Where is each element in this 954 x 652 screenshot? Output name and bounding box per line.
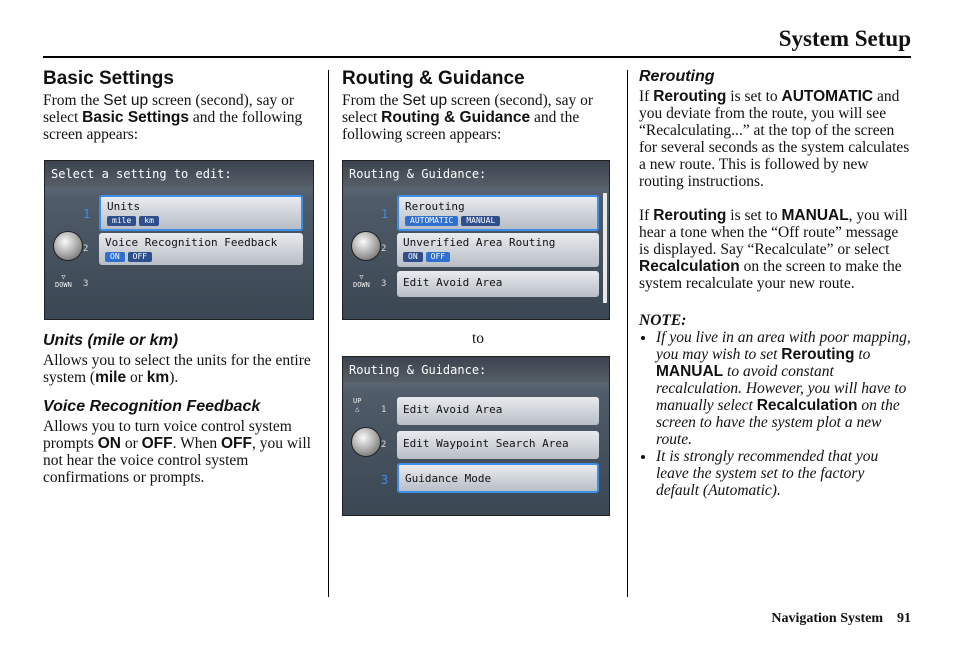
text-run: and the following screen appears: <box>342 109 580 143</box>
basic-settings-intro <box>43 92 318 143</box>
unverified-routing-label: Unverified Area Routing <box>403 236 556 249</box>
voice-feedback-label: Voice Recognition Feedback <box>105 236 278 249</box>
column-divider-1 <box>328 70 329 597</box>
text-run: ). <box>169 369 179 386</box>
down-label: DOWN <box>55 281 72 289</box>
text-run: screen (second), say or select <box>43 92 294 126</box>
text-run: is set to <box>726 88 782 105</box>
rerouting-heading: Rerouting <box>639 68 715 85</box>
unverified-routing-row[interactable] <box>397 233 599 267</box>
text-run: Allows you to select the units for the entire system ( <box>43 352 311 386</box>
page-number: 91 <box>897 611 911 626</box>
text-run-bold: OFF <box>220 435 252 452</box>
text-run-bold: OFF <box>141 435 173 452</box>
text-run-bold: ON <box>97 435 121 452</box>
text-run-bold: Recalculation <box>756 397 858 414</box>
header-divider <box>43 56 911 58</box>
joystick-knob-icon <box>351 231 381 261</box>
footer-section: Navigation System <box>771 611 883 626</box>
manual-option[interactable]: MANUAL <box>461 216 500 226</box>
to-text: to <box>471 330 485 347</box>
text-run: If <box>639 207 654 224</box>
rerouting-column <box>639 68 911 499</box>
rerouting-manual-paragraph <box>639 207 911 292</box>
screen-title: Select a setting to edit: <box>45 161 313 187</box>
text-run: If <box>639 88 654 105</box>
km-option[interactable]: km <box>139 216 159 226</box>
text-run: is set to <box>726 207 782 224</box>
text-run-bold: AUTOMATIC <box>781 88 874 105</box>
text-run: on the screen to make the system recalculate your new route. <box>639 258 902 292</box>
routing-screen-2 <box>342 356 610 516</box>
text-run: screen (second), say or select <box>342 92 593 126</box>
text-run: , you will not hear the voice control system confirmations or prompts. <box>43 435 311 486</box>
text-run: Allows you to turn voice control system prompts <box>43 418 292 452</box>
units-subheading: Units (mile or km) <box>43 332 179 349</box>
screen-title: Routing & Guidance: <box>343 161 609 187</box>
column-divider-2 <box>627 70 628 597</box>
rerouting-automatic-paragraph <box>639 88 911 190</box>
units-row[interactable] <box>99 195 303 231</box>
text-run: . When <box>172 435 221 452</box>
text-run-bold: Rerouting <box>781 346 855 363</box>
voice-feedback-subheading: Voice Recognition Feedback <box>43 398 261 415</box>
text-run-sans: Set up <box>402 92 448 109</box>
on-option[interactable]: ON <box>105 252 125 262</box>
page-title: System Setup <box>778 26 911 51</box>
row-number-1: 1 <box>83 207 91 221</box>
automatic-option[interactable]: AUTOMATIC <box>405 216 458 226</box>
row-number-3: 3 <box>381 279 387 289</box>
rerouting-row[interactable] <box>397 195 599 231</box>
voice-feedback-row[interactable] <box>99 233 303 265</box>
text-run: and you deviate from the route, you will see “Recalculating...” at the top of the screen for several seconds as the system calculates a new route. This is followed by new routing instructions. <box>639 88 910 190</box>
joystick-knob-icon <box>351 427 381 457</box>
row-number-3: 3 <box>381 473 389 487</box>
units-label: Units <box>107 200 141 213</box>
row-number-2: 2 <box>83 244 89 254</box>
text-run-bold: MANUAL <box>656 363 724 380</box>
text-run-bold: Recalculation <box>639 258 740 275</box>
note-list <box>639 329 911 499</box>
basic-settings-column <box>43 68 318 486</box>
text-run-bold: Rerouting <box>653 207 727 224</box>
text-run-bold: MANUAL <box>781 207 849 224</box>
edit-avoid-area-row[interactable]: Edit Avoid Area <box>397 397 599 425</box>
text-run-bold: mile <box>95 369 127 386</box>
on-option[interactable]: ON <box>403 252 423 262</box>
units-description <box>43 352 318 386</box>
row-number-1: 1 <box>381 405 387 415</box>
text-run: to <box>854 346 871 363</box>
text-run: If you live in an area with poor mapping, you may wish to set <box>656 329 911 363</box>
up-indicator: UP △ <box>353 397 362 413</box>
note-bullet-1 <box>656 329 911 448</box>
edit-waypoint-row[interactable]: Edit Waypoint Search Area <box>397 431 599 459</box>
routing-guidance-column <box>342 68 614 516</box>
basic-settings-heading: Basic Settings <box>43 68 174 89</box>
text-run: From the <box>43 92 104 109</box>
text-run: , you will hear a tone when the “Off route” message is displayed. Say “Recalculate” or select <box>639 207 908 258</box>
text-run: or <box>120 435 142 452</box>
text-run: to avoid constant recalculation. However, you will have to manually select <box>656 363 907 414</box>
text-run: or <box>126 369 147 386</box>
scrollbar[interactable] <box>603 193 607 303</box>
voice-feedback-description <box>43 418 318 486</box>
routing-screen-1 <box>342 160 610 320</box>
basic-settings-screen <box>44 160 314 320</box>
guidance-mode-row[interactable]: Guidance Mode <box>397 463 599 493</box>
routing-guidance-intro <box>342 92 614 143</box>
routing-guidance-heading: Routing & Guidance <box>342 68 525 89</box>
rerouting-label: Rerouting <box>405 200 465 213</box>
up-label: UP <box>353 397 362 405</box>
mile-option[interactable]: mile <box>107 216 136 226</box>
text-run-bold: Basic Settings <box>82 109 189 126</box>
note-label: NOTE: <box>639 312 687 329</box>
row-number-3: 3 <box>83 279 89 289</box>
text-run-bold: Routing & Guidance <box>381 109 531 126</box>
row-number-2: 2 <box>381 440 387 450</box>
down-indicator: ▽ DOWN <box>55 273 72 289</box>
page-footer <box>771 611 911 627</box>
down-label: DOWN <box>353 281 370 289</box>
row-number-1: 1 <box>381 207 389 221</box>
off-option[interactable]: OFF <box>426 252 450 262</box>
text-run: and the following screen appears: <box>43 109 303 143</box>
text-run-bold: Rerouting <box>653 88 727 105</box>
text-run: on the screen to have the system plot a new route. <box>656 397 900 448</box>
text-run-bold: km <box>146 369 170 386</box>
row-number-2: 2 <box>381 244 387 254</box>
off-option[interactable]: OFF <box>128 252 152 262</box>
joystick-knob-icon <box>53 231 83 261</box>
text-run-sans: Set up <box>103 92 149 109</box>
screen-title: Routing & Guidance: <box>343 357 609 383</box>
edit-avoid-area-row[interactable]: Edit Avoid Area <box>397 271 599 297</box>
text-run: From the <box>342 92 403 109</box>
note-bullet-2: • It is strongly recommended that you leave the system set to the factory default (Automatic). <box>656 448 911 499</box>
down-indicator: ▽ DOWN <box>353 273 370 289</box>
